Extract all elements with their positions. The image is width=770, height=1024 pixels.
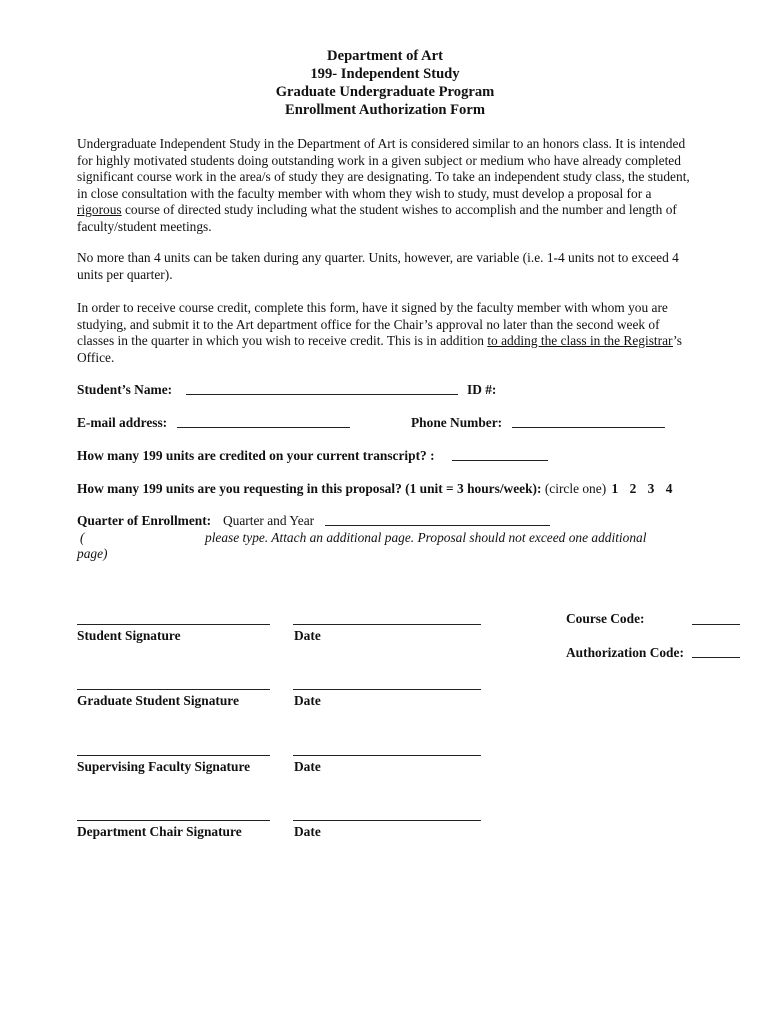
email-label: E-mail address: [77, 415, 168, 430]
chair-date-label: Date [294, 824, 321, 839]
faculty-date-line[interactable] [293, 755, 481, 756]
credit-paragraph: In order to receive course credit, complete this form, have it signed by the faculty member with whom you are studying, and submit it to the Art department office for the Chair’s approval no later than the second week of classes in the quarter in which you wish to receive credit. This is in addition to adding the class in the Registrar’s Office. [77, 300, 682, 365]
email-field[interactable] [177, 427, 350, 428]
title-line-1: Department of Art [327, 48, 443, 64]
title-line-2: 199- Independent Study [310, 66, 460, 82]
authorization-code-field[interactable] [692, 657, 740, 658]
unit-option-2[interactable]: 2 [629, 481, 637, 496]
quarter-label: Quarter of Enrollment: [77, 513, 212, 528]
graduate-signature-line[interactable] [77, 689, 270, 690]
student-name-label: Student’s Name: [77, 382, 173, 397]
units-credited-field[interactable] [452, 460, 548, 461]
student-signature-label: Student Signature [77, 628, 181, 643]
chair-date-line[interactable] [293, 820, 481, 821]
student-date-line[interactable] [293, 624, 481, 625]
course-code-field[interactable] [692, 624, 740, 625]
unit-option-1[interactable]: 1 [611, 481, 619, 496]
units-requested-row [77, 481, 672, 497]
student-signature-line[interactable] [77, 624, 270, 625]
student-name-field[interactable] [186, 394, 458, 395]
units-requested-label: How many 199 units are you requesting in this proposal? (1 unit = 3 hours/week): [77, 481, 542, 496]
course-code-label: Course Code: [566, 611, 645, 626]
id-label: ID #: [467, 382, 497, 397]
graduate-signature-label: Graduate Student Signature [77, 693, 239, 708]
faculty-signature-label: Supervising Faculty Signature [77, 759, 251, 774]
units-credited-label: How many 199 units are credited on your current transcript? : [77, 448, 435, 463]
faculty-signature-line[interactable] [77, 755, 270, 756]
phone-field[interactable] [512, 427, 665, 428]
graduate-date-label: Date [294, 693, 321, 708]
chair-signature-line[interactable] [77, 820, 270, 821]
faculty-date-label: Date [294, 759, 321, 774]
rigorous-underline: rigorous [77, 202, 122, 218]
registrar-underline: to adding the class in the Registrar [487, 333, 674, 349]
authorization-code-label: Authorization Code: [566, 645, 684, 660]
circle-one-note: (circle one) [544, 481, 607, 496]
intro-paragraph: Undergraduate Independent Study in the Department of Art is considered similar to an honors class. It is intended for highly motivated students doing outstanding work in a given subject or medium who have already completed significant course work in the area/s of study they are designating. To take an independent study class, the student, in close consultation with the faculty member with whom they wish to study, must develop a proposal for a rigorous course of directed study including what the student wishes to accomplish and the number and length of faculty/student meetings. [77, 136, 690, 234]
units-paragraph: No more than 4 units can be taken during any quarter. Units, however, are variable (i.e. 1-4 units not to exceed 4 units per quarter). [77, 250, 679, 282]
note-open-paren: ( [80, 530, 85, 545]
unit-option-4[interactable]: 4 [665, 481, 673, 496]
student-date-label: Date [294, 628, 321, 643]
phone-label: Phone Number: [411, 415, 503, 430]
quarter-year-field[interactable] [325, 525, 550, 526]
title-line-4: Enrollment Authorization Form [285, 102, 485, 118]
chair-signature-label: Department Chair Signature [77, 824, 242, 839]
proposal-note-end: page) [77, 546, 108, 561]
proposal-note: please type. Attach an additional page. Proposal should not exceed one additional [205, 530, 647, 545]
graduate-date-line[interactable] [293, 689, 481, 690]
quarter-year-label: Quarter and Year [223, 513, 315, 528]
unit-option-3[interactable]: 3 [647, 481, 655, 496]
title-line-3: Graduate Undergraduate Program [275, 84, 495, 100]
